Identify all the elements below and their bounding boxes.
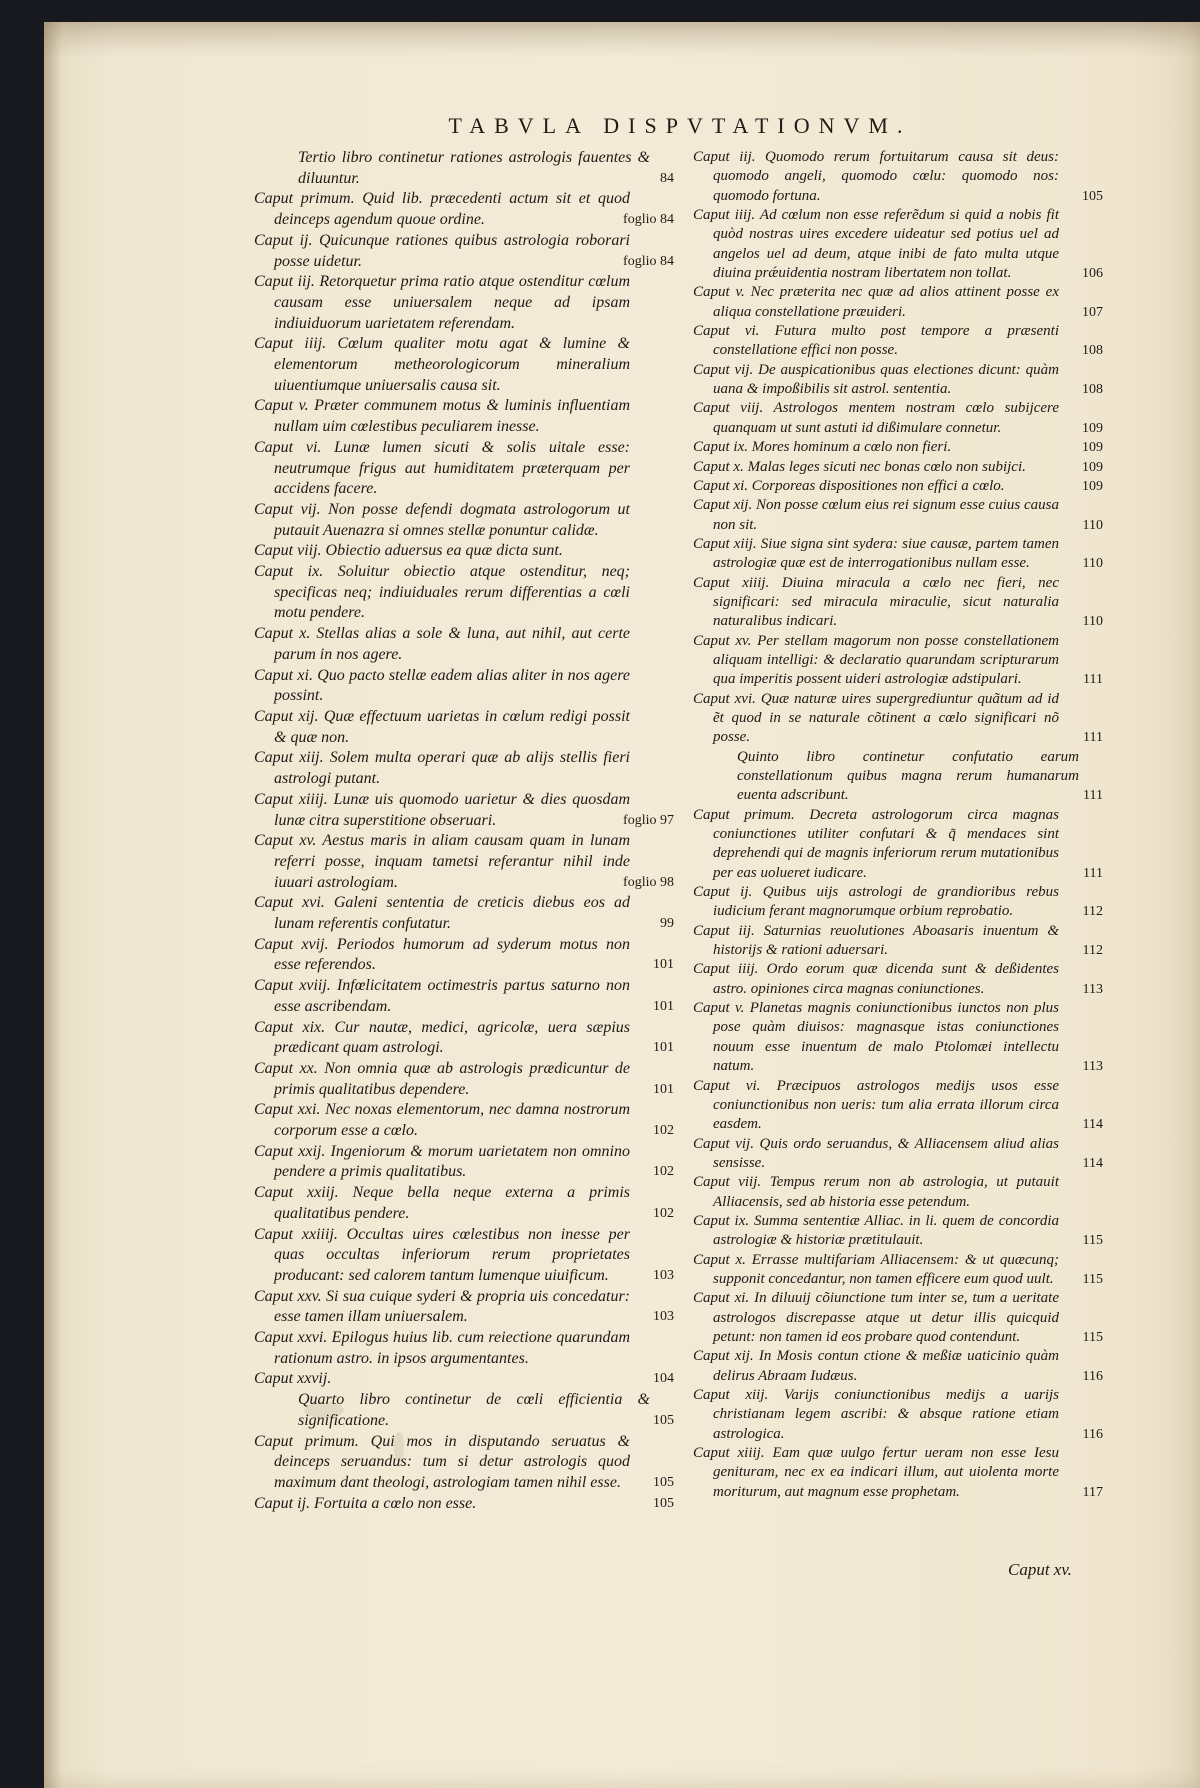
page-number: 111 [1083, 672, 1103, 688]
page-number: 114 [1082, 1117, 1103, 1133]
chapter-entry [254, 831, 674, 893]
entry-text: Caput v. Nec præterita nec quæ ad alios attinent posse ex aliqua constellatione præuideri. [693, 284, 1059, 320]
entry-text: Caput vi. Præcipuos astrologos medijs usos esse coniunctionibus non ueris: tum alia errata illorum circa easdem. [693, 1077, 1059, 1133]
page-number: 102 [653, 1164, 674, 1180]
entry-text: Caput ix. Summa sententiæ Alliac. in li. quem de concordia astrologiæ & historiæ prætitulauit. [693, 1212, 1059, 1249]
entry-text: Caput x. Stellas alias a sole & luna, aut nihil, aut certe parum in nos agere. [254, 625, 630, 663]
chapter-entry [693, 1212, 1103, 1251]
entry-text: Caput primum. Decreta astrologorum circa magnas coniunctiones utiliter confutari & q̃ mendaces sint deprehendi qui de magnis inferiorum rerum mutationibus per eas uolueret iudicare. [693, 806, 1059, 881]
entry-text: Caput xi. In diluuij cõiunctione tum inter se, tum a ueritate astrologos discrepasse atque ut detur illis quicquid petunt: non tamen id eos probare quod contendunt. [693, 1290, 1059, 1345]
entry-text: Caput primum. Qui mos in disputando seruatus & deinceps seruandus: tum si detur astrologis quod maximum dant theologi, astrologiam tamen nihil esse. [254, 1432, 630, 1491]
entry-text: Quinto libro continetur confutatio earum constellationum quibus magna rerum humanarum euenta adscribunt. [737, 748, 1079, 804]
entry-text: Caput primum. Quid lib. præcedenti actum sit et quod deinceps agendum quoue ordine. [254, 190, 630, 229]
entry-text: Caput xviij. Infœlicitatem octimestris partus saturno non esse ascribendam. [254, 977, 630, 1015]
entry-text: Caput x. Malas leges sicuti nec bonas cœlo non subijci. [693, 458, 1026, 475]
entry-text: Caput iij. Quomodo rerum fortuitarum causa sit deus: quomodo angeli, quomodo cœlu: quomodo nos: quomodo fortuna. [693, 149, 1059, 204]
entry-text: Caput ij. Quibus uijs astrologi de grandioribus rebus iudicium ferant magnorumque orbium reprobatio. [693, 884, 1059, 920]
chapter-entry [693, 1386, 1103, 1444]
entry-text: Caput xxiiij. Occultas uires cœlestibus non inesse per quas occultas inferiorum rerum proprietates producant: sed calorem tantum lumenque uiuificum. [254, 1225, 630, 1284]
chapter-entry [254, 666, 674, 707]
chapter-entry [254, 624, 674, 665]
chapter-entry [254, 562, 674, 624]
page-number: 105 [653, 1475, 674, 1490]
page-number: 115 [1082, 1329, 1103, 1345]
entry-text: Caput ij. Fortuita a cœlo non esse. [254, 1494, 477, 1512]
entry-text: Caput vij. De auspicationibus quas electiones dicunt: quàm uana & impoßibilis sit astrol. sententia. [693, 361, 1059, 398]
page-number: 117 [1082, 1484, 1103, 1500]
entry-text: Caput xv. Per stellam magorum non posse constellationem aliquam intelligi: & declaratio quarundam scripturarum qua imperitis possent uideri astrologiæ adstipulari. [693, 632, 1059, 688]
chapter-entry [693, 438, 1103, 457]
entry-text: Caput xiij. Varijs coniunctionibus medijs a uarijs christianam legem ascribi: & absque ratione etiam astrologica. [693, 1387, 1059, 1442]
entry-text: Caput xi. Corporeas dispositiones non effici a cœlo. [693, 477, 1005, 494]
entry-text: Caput xxij. Ingeniorum & morum uarietatem non omnino pendere a primis qualitatibus. [254, 1142, 630, 1181]
page-number: 101 [653, 1040, 674, 1056]
page-number: 113 [1082, 1059, 1103, 1075]
book-intro-entry [254, 148, 674, 189]
entry-text: Quarto libro continetur de cœli efficientia & significatione. [298, 1391, 650, 1429]
chapter-entry [693, 1135, 1103, 1174]
page-number: 101 [653, 998, 674, 1014]
chapter-entry [254, 1225, 674, 1287]
entry-text: Caput xv. Aestus maris in aliam causam quam in lunam referri posse, inquam tametsi referantur nihil inde iuuari astrologiam. [254, 832, 630, 891]
entry-text: Caput viij. Tempus rerum non ab astrologia, ut putauit Alliacensis, sed ab historia esse petendum. [693, 1174, 1059, 1210]
entry-text: Caput iiij. Ad cœlum non esse referẽdum si quid a nobis fit quòd nostras uires excedere uideatur sed potius uel ad angelos uel ad deum, atque inibi de fato multa utque diuina prǽuidentia nostram libertatem non tollat. [693, 207, 1059, 282]
page-number: 102 [653, 1205, 674, 1221]
entry-text: Caput iiij. Ordo eorum quæ dicenda sunt & deßidentes astro. opiniones circa magnas coniunctiones. [693, 961, 1059, 997]
page-number: 107 [1082, 304, 1103, 320]
chapter-entry [693, 148, 1103, 206]
entry-text: Caput xx. Non omnia quæ ab astrologis prædicuntur de primis qualitatibus dependere. [254, 1059, 630, 1098]
entry-text: Caput iij. Retorquetur prima ratio atque ostenditur cœlum causam esse uniuersalem neque ad ipsam indiuiduorum uarietatem referendam. [254, 273, 630, 332]
entry-text: Caput ij. Quicunque rationes quibus astrologia roborari posse uidetur. [254, 231, 630, 270]
page-heading: TABVLA DISPVTATIONVM. [448, 113, 912, 138]
chapter-entry [693, 1289, 1103, 1347]
entry-text: Caput xiij. Siue signa sint sydera: siue causæ, partem tamen astrologiæ quæ est de interrogationibus nullam esse. [693, 535, 1059, 572]
page-number: 110 [1082, 614, 1103, 630]
page-number: 112 [1082, 943, 1103, 959]
chapter-entry [693, 999, 1103, 1076]
chapter-entry [693, 1173, 1103, 1212]
chapter-entry [254, 935, 674, 976]
entry-text: Caput xij. In Mosis contun ctione & meßiæ uaticinio quàm delirus Abraam Iudæus. [693, 1348, 1059, 1384]
entry-text: Caput xiiij. Eam quæ uulgo fertur ueram non esse Iesu genituram, nec ex ea indicari illum, aut uiolenta morte moriturum, aut magnum esse prophetam. [693, 1445, 1059, 1500]
chapter-entry [254, 272, 674, 334]
chapter-entry [254, 1328, 674, 1369]
chapter-entry [693, 922, 1103, 961]
chapter-entry [254, 707, 674, 748]
chapter-entry [693, 361, 1103, 400]
page-number: 84 [660, 170, 674, 186]
page-number: 102 [653, 1123, 674, 1139]
chapter-entry [254, 189, 674, 230]
entry-text: Caput xij. Quæ effectuum uarietas in cœlum redigi possit & quæ non. [254, 707, 630, 746]
chapter-entry [254, 500, 674, 541]
entry-text: Caput xiiij. Lunæ uis quomodo uarietur & dies quosdam lunæ citra superstitione obseruari. [254, 790, 630, 829]
page-number: 116 [1082, 1368, 1103, 1384]
page-number: 111 [1083, 730, 1103, 746]
chapter-entry [254, 396, 674, 437]
entry-text: Tertio libro continetur rationes astrologis fauentes & diluuntur. [298, 149, 650, 187]
page-number: 105 [653, 1495, 674, 1511]
book-intro-entry [693, 748, 1103, 806]
page-number: 104 [653, 1371, 674, 1387]
entry-text: Caput ix. Soluitur obiectio atque ostenditur, neq; specificas neq; indiuiduales rerum differentias a cœli motu pendere. [254, 563, 630, 622]
page-number: 113 [1082, 981, 1103, 997]
chapter-entry [254, 790, 674, 831]
chapter-entry [693, 322, 1103, 361]
chapter-entry [254, 1100, 674, 1141]
chapter-entry [693, 632, 1103, 690]
page-number: 106 [1082, 266, 1103, 282]
chapter-entry [693, 883, 1103, 922]
chapter-entry [254, 976, 674, 1017]
entry-text: Caput v. Planetas magnis coniunctionibus iunctos non plus pose quàm diuisos: magnasque istas coniunctiones nouum esse inuentum de malo Ptolomæi intellectu natum. [693, 1000, 1059, 1075]
entry-text: Caput xix. Cur nautæ, medici, agricolæ, uera sæpius prædicant quam astrologi. [254, 1018, 630, 1057]
chapter-entry [254, 1287, 674, 1328]
entry-text: Caput xiiij. Diuina miracula a cœlo nec fieri, nec significari: sed miracula miraculie, sicut naturalia naturalibus indicari. [693, 574, 1059, 630]
page-number: 109 [1082, 440, 1103, 456]
page-number: 111 [1083, 865, 1103, 881]
chapter-entry [254, 231, 674, 272]
chapter-entry [693, 496, 1103, 535]
chapter-entry [693, 283, 1103, 322]
page-number: 101 [653, 1081, 674, 1097]
book-intro-entry [254, 1390, 674, 1431]
entry-text: Caput xvi. Galeni sententia de creticis diebus eos ad lunam referentis confutatur. [254, 894, 630, 933]
chapter-entry [254, 1142, 674, 1183]
page-number: 112 [1082, 904, 1103, 920]
chapter-entry [254, 1018, 674, 1059]
entry-text: Caput xij. Non posse cœlum eius rei signum esse cuius causa non sit. [693, 497, 1059, 533]
page-number: 99 [660, 916, 674, 932]
entry-text: Caput xvi. Quæ naturæ uires supergrediuntur quãtum ad id ẽt quod in se naturale cõtinent a cœlo significari nõ posse. [693, 690, 1059, 746]
entry-text: Caput xxvi. Epilogus huius lib. cum reiectione quarundam rationum astro. in ipsos argumentantes. [254, 1329, 630, 1367]
entry-text: Caput iij. Saturnias reuolutiones Aboasaris inuentum & historijs & rationi aduersari. [693, 922, 1059, 959]
entry-text: Caput iiij. Cœlum qualiter motu agat & lumine & elementorum metheorologicorum mineralium uiuentiumque uniuersalis causa sit. [254, 335, 630, 394]
page-number: 110 [1082, 556, 1103, 572]
entry-text: Caput xxiij. Neque bella neque externa a primis qualitatibus pendere. [254, 1184, 630, 1222]
entry-text: Caput xvij. Periodos humorum ad syderum motus non esse referendos. [254, 935, 630, 974]
chapter-entry [693, 206, 1103, 283]
chapter-entry [693, 1347, 1103, 1386]
chapter-entry [693, 458, 1103, 477]
entry-text: Caput vi. Lunæ lumen sicuti & solis uitale esse: neutrumque frigus aut humiditatem præterquam per accidens facere. [254, 438, 630, 498]
entry-text: Caput v. Præter communem motus & luminis influentiam nullam uim cœlestibus peculiarem inesse. [254, 397, 630, 436]
chapter-entry [254, 893, 674, 934]
entry-text: Caput vi. Futura multo post tempore a præsenti constellatione effici non posse. [693, 323, 1059, 359]
chapter-entry [693, 1077, 1103, 1135]
chapter-entry [254, 334, 674, 396]
entry-text: Caput ix. Mores hominum a cœlo non fieri. [693, 439, 952, 456]
entry-text: Caput xxvij. [254, 1370, 332, 1388]
page-number: 109 [1082, 478, 1103, 494]
chapter-entry [693, 535, 1103, 574]
chapter-entry [693, 574, 1103, 632]
page-number: 114 [1082, 1155, 1103, 1171]
entry-text: Caput xxv. Si sua cuique syderi & propria uis concedatur: esse tamen illam uniuersalem. [254, 1287, 630, 1326]
chapter-entry [254, 1432, 674, 1494]
chapter-entry [254, 438, 674, 500]
page-number: foglio 84 [623, 253, 674, 269]
right-column [693, 148, 1103, 1502]
chapter-entry [693, 477, 1103, 496]
entry-text: Caput xxi. Nec noxas elementorum, nec damna nostrorum corporum esse a cœlo. [254, 1101, 630, 1140]
page-number: foglio 98 [623, 874, 674, 890]
page-number: foglio 84 [623, 212, 674, 228]
chapter-entry [254, 1183, 674, 1224]
page-number: 116 [1082, 1426, 1103, 1442]
page-number: 108 [1082, 343, 1103, 359]
page-number: 103 [653, 1309, 674, 1325]
chapter-entry [693, 399, 1103, 438]
chapter-entry [254, 1059, 674, 1100]
page-number: 103 [653, 1267, 674, 1283]
entry-text: Caput vij. Quis ordo seruandus, & Alliacensem aliud alias sensisse. [693, 1135, 1059, 1171]
entry-text: Caput x. Errasse multifariam Alliacensem: & ut quæcunq; supponit concedantur, non tamen efficere eum quod uult. [693, 1251, 1059, 1287]
chapter-entry [693, 960, 1103, 999]
entry-text: Caput vij. Non posse defendi dogmata astrologorum ut putauit Auenazra si omnes stellæ ponuntur calidæ. [254, 500, 630, 539]
page-number: 111 [1083, 788, 1103, 804]
page-number: 108 [1082, 382, 1103, 398]
entry-text: Caput xi. Quo pacto stellæ eadem alias aliter in nos agere possint. [254, 666, 630, 705]
page-number: 101 [653, 957, 674, 973]
chapter-entry [693, 1444, 1103, 1502]
chapter-entry [254, 541, 674, 562]
page-number: 109 [1082, 420, 1103, 436]
page-number: 109 [1082, 459, 1103, 475]
chapter-entry [254, 1369, 674, 1390]
page-number: 115 [1082, 1233, 1103, 1249]
chapter-entry [254, 748, 674, 789]
chapter-entry [254, 1494, 674, 1515]
page-number: foglio 97 [623, 812, 674, 828]
chapter-entry [693, 690, 1103, 748]
entry-text: Caput viij. Obiectio aduersus ea quæ dicta sunt. [254, 542, 563, 560]
catchword: Caput xv. [1008, 1560, 1072, 1579]
page-number: 115 [1082, 1271, 1103, 1287]
chapter-entry [693, 1251, 1103, 1290]
page-number: 110 [1082, 517, 1103, 533]
entry-text: Caput viij. Astrologos mentem nostram cœlo subijcere quanquam ut sunt astuti id dißimulare connetur. [693, 400, 1059, 436]
page-number: 105 [1082, 188, 1103, 204]
page-number: 105 [653, 1412, 674, 1428]
entry-text: Caput xiij. Solem multa operari quæ ab alijs stellis fieri astrologi putant. [254, 749, 630, 788]
chapter-entry [693, 806, 1103, 883]
left-column [254, 148, 674, 1514]
